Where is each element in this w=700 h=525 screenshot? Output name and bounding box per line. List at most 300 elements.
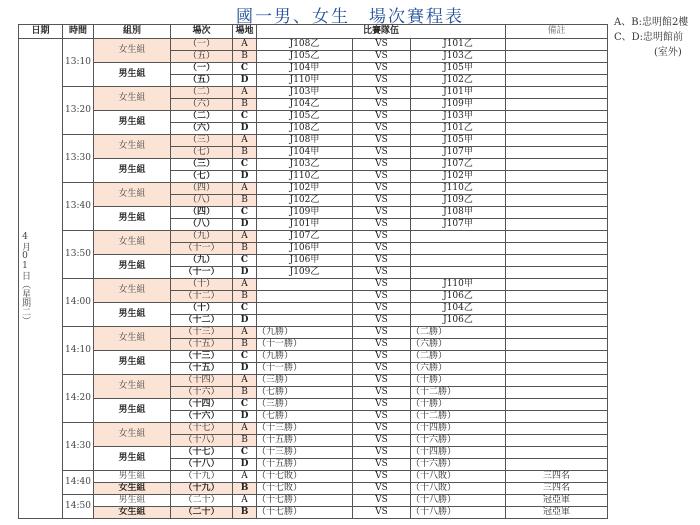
vs-cell: VS bbox=[353, 327, 411, 339]
time-cell: 13:50 bbox=[63, 231, 94, 279]
table-row bbox=[19, 423, 608, 435]
note-cell bbox=[506, 111, 608, 123]
note-cell bbox=[506, 423, 608, 435]
note-cell bbox=[506, 243, 608, 255]
time-cell: 14:40 bbox=[63, 471, 94, 495]
venue-cell: A bbox=[233, 423, 257, 435]
game-cell: （二） bbox=[171, 111, 233, 123]
date-text: 4月01日（星期二） bbox=[20, 232, 30, 325]
game-cell: （十九） bbox=[171, 471, 233, 483]
team2-cell bbox=[411, 267, 506, 279]
vs-cell: VS bbox=[353, 135, 411, 147]
venue-cell: A bbox=[233, 39, 257, 51]
venue-cell: C bbox=[233, 351, 257, 363]
vs-cell: VS bbox=[353, 159, 411, 171]
vs-cell: VS bbox=[353, 351, 411, 363]
vs-cell: VS bbox=[353, 87, 411, 99]
group-cell: 男生組 bbox=[94, 159, 171, 183]
game-cell: （二十） bbox=[171, 507, 233, 519]
team2-cell: J107乙 bbox=[411, 159, 506, 171]
table-row bbox=[19, 471, 608, 483]
team2-cell: J103甲 bbox=[411, 111, 506, 123]
team2-cell bbox=[411, 231, 506, 243]
group-cell: 男生組 bbox=[94, 255, 171, 279]
game-cell: （五） bbox=[171, 51, 233, 63]
venue-cell: B bbox=[233, 507, 257, 519]
note-cell bbox=[506, 183, 608, 195]
venue-cell: D bbox=[233, 315, 257, 327]
team1-cell: J106甲 bbox=[257, 255, 353, 267]
vs-cell: VS bbox=[353, 63, 411, 75]
team1-cell: （十五勝） bbox=[257, 459, 353, 471]
group-cell: 女生組 bbox=[94, 231, 171, 255]
game-cell: （二十） bbox=[171, 495, 233, 507]
note-cell: 冠亞軍 bbox=[506, 507, 608, 519]
team1-cell: （三勝） bbox=[257, 399, 353, 411]
game-cell: （十二） bbox=[171, 291, 233, 303]
team1-cell: （三勝） bbox=[257, 375, 353, 387]
team1-cell: （九勝） bbox=[257, 327, 353, 339]
group-cell: 男生組 bbox=[94, 399, 171, 423]
table-row bbox=[19, 63, 608, 75]
team1-cell: J102甲 bbox=[257, 183, 353, 195]
venue-note-ab: A、B:忠明館2樓 bbox=[614, 17, 689, 28]
note-cell bbox=[506, 291, 608, 303]
venue-cell: B bbox=[233, 387, 257, 399]
team2-cell: （十四勝） bbox=[411, 423, 506, 435]
vs-cell: VS bbox=[353, 459, 411, 471]
game-cell: （四） bbox=[171, 183, 233, 195]
game-cell: （一） bbox=[171, 63, 233, 75]
venue-cell: C bbox=[233, 63, 257, 75]
game-cell: （九） bbox=[171, 255, 233, 267]
team1-cell: （十一勝） bbox=[257, 339, 353, 351]
note-cell bbox=[506, 267, 608, 279]
note-cell bbox=[506, 231, 608, 243]
team1-cell: J104甲 bbox=[257, 63, 353, 75]
header-teams: 比賽隊伍 bbox=[257, 25, 506, 39]
table-row bbox=[19, 351, 608, 363]
note-cell: 三四名 bbox=[506, 471, 608, 483]
group-cell: 女生組 bbox=[94, 507, 171, 519]
team2-cell: J110乙 bbox=[411, 183, 506, 195]
vs-cell: VS bbox=[353, 339, 411, 351]
game-cell: （五） bbox=[171, 75, 233, 87]
note-cell bbox=[506, 327, 608, 339]
schedule-body bbox=[19, 39, 608, 519]
game-cell: （七） bbox=[171, 171, 233, 183]
group-cell: 男生組 bbox=[94, 447, 171, 471]
header-game: 場次 bbox=[171, 25, 233, 39]
venue-cell: D bbox=[233, 75, 257, 87]
team1-cell: J102乙 bbox=[257, 195, 353, 207]
game-cell: （十七） bbox=[171, 447, 233, 459]
game-cell: （十八） bbox=[171, 435, 233, 447]
venue-cell: A bbox=[233, 471, 257, 483]
table-row bbox=[19, 207, 608, 219]
game-cell: （十） bbox=[171, 303, 233, 315]
team2-cell: J102乙 bbox=[411, 75, 506, 87]
team1-cell: （十五勝） bbox=[257, 435, 353, 447]
team1-cell: （七勝） bbox=[257, 387, 353, 399]
team1-cell: J110甲 bbox=[257, 75, 353, 87]
group-cell: 女生組 bbox=[94, 87, 171, 111]
vs-cell: VS bbox=[353, 411, 411, 423]
vs-cell: VS bbox=[353, 471, 411, 483]
vs-cell: VS bbox=[353, 447, 411, 459]
note-cell bbox=[506, 39, 608, 51]
venue-cell: B bbox=[233, 435, 257, 447]
group-cell: 女生組 bbox=[94, 183, 171, 207]
team1-cell bbox=[257, 303, 353, 315]
note-cell bbox=[506, 63, 608, 75]
team2-cell: （二勝） bbox=[411, 327, 506, 339]
note-cell bbox=[506, 207, 608, 219]
table-row bbox=[19, 399, 608, 411]
venue-cell: B bbox=[233, 243, 257, 255]
note-cell bbox=[506, 171, 608, 183]
team1-cell bbox=[257, 279, 353, 291]
vs-cell: VS bbox=[353, 267, 411, 279]
table-row bbox=[19, 447, 608, 459]
game-cell: （二） bbox=[171, 87, 233, 99]
vs-cell: VS bbox=[353, 99, 411, 111]
team1-cell: J103甲 bbox=[257, 87, 353, 99]
time-cell: 13:20 bbox=[63, 87, 94, 135]
game-cell: （十二） bbox=[171, 315, 233, 327]
vs-cell: VS bbox=[353, 39, 411, 51]
header-date: 日期 bbox=[19, 25, 63, 39]
game-cell: （六） bbox=[171, 99, 233, 111]
venue-cell: C bbox=[233, 111, 257, 123]
vs-cell: VS bbox=[353, 303, 411, 315]
game-cell: （十四） bbox=[171, 399, 233, 411]
team2-cell: J109乙 bbox=[411, 195, 506, 207]
table-row bbox=[19, 507, 608, 519]
team2-cell: J101乙 bbox=[411, 39, 506, 51]
team1-cell: J103乙 bbox=[257, 159, 353, 171]
venue-cell: B bbox=[233, 291, 257, 303]
venue-cell: D bbox=[233, 267, 257, 279]
group-cell: 女生組 bbox=[94, 135, 171, 159]
table-row bbox=[19, 87, 608, 99]
vs-cell: VS bbox=[353, 147, 411, 159]
note-cell bbox=[506, 135, 608, 147]
vs-cell: VS bbox=[353, 279, 411, 291]
team2-cell: （十八勝） bbox=[411, 495, 506, 507]
team1-cell: J105乙 bbox=[257, 111, 353, 123]
note-cell bbox=[506, 459, 608, 471]
team2-cell: J107甲 bbox=[411, 147, 506, 159]
vs-cell: VS bbox=[353, 483, 411, 495]
vs-cell: VS bbox=[353, 363, 411, 375]
note-cell bbox=[506, 51, 608, 63]
time-cell: 13:40 bbox=[63, 183, 94, 231]
venue-cell: A bbox=[233, 375, 257, 387]
venue-cell: D bbox=[233, 123, 257, 135]
team1-cell: （十七敗） bbox=[257, 483, 353, 495]
table-row bbox=[19, 231, 608, 243]
team2-cell: （十四勝） bbox=[411, 447, 506, 459]
game-cell: （十五） bbox=[171, 363, 233, 375]
note-cell bbox=[506, 279, 608, 291]
vs-cell: VS bbox=[353, 387, 411, 399]
note-cell bbox=[506, 75, 608, 87]
team2-cell: J108甲 bbox=[411, 207, 506, 219]
team1-cell: （十七敗） bbox=[257, 471, 353, 483]
table-row bbox=[19, 279, 608, 291]
team2-cell: J106乙 bbox=[411, 291, 506, 303]
game-cell: （三） bbox=[171, 135, 233, 147]
vs-cell: VS bbox=[353, 243, 411, 255]
game-cell: （三） bbox=[171, 159, 233, 171]
venue-cell: B bbox=[233, 99, 257, 111]
team1-cell: J109甲 bbox=[257, 207, 353, 219]
team1-cell: J107乙 bbox=[257, 231, 353, 243]
game-cell: （十三） bbox=[171, 351, 233, 363]
team2-cell: （二勝） bbox=[411, 351, 506, 363]
table-row bbox=[19, 183, 608, 195]
note-cell bbox=[506, 447, 608, 459]
venue-cell: C bbox=[233, 447, 257, 459]
note-cell bbox=[506, 375, 608, 387]
team2-cell: （十二勝） bbox=[411, 387, 506, 399]
team2-cell: （六勝） bbox=[411, 363, 506, 375]
group-cell: 女生組 bbox=[94, 375, 171, 399]
table-row bbox=[19, 39, 608, 51]
vs-cell: VS bbox=[353, 507, 411, 519]
table-row bbox=[19, 135, 608, 147]
team2-cell: J104乙 bbox=[411, 303, 506, 315]
note-cell bbox=[506, 363, 608, 375]
header-venue: 場地 bbox=[233, 25, 257, 39]
header-group: 組別 bbox=[94, 25, 171, 39]
game-cell: （八） bbox=[171, 219, 233, 231]
group-cell: 女生組 bbox=[94, 483, 171, 495]
team2-cell: （十六勝） bbox=[411, 459, 506, 471]
team2-cell: （十勝） bbox=[411, 399, 506, 411]
venue-cell: A bbox=[233, 183, 257, 195]
table-row bbox=[19, 255, 608, 267]
venue-cell: B bbox=[233, 147, 257, 159]
team2-cell: （十八敗） bbox=[411, 471, 506, 483]
venue-cell: C bbox=[233, 255, 257, 267]
venue-cell: A bbox=[233, 231, 257, 243]
team1-cell: （十七勝） bbox=[257, 495, 353, 507]
venue-cell: D bbox=[233, 219, 257, 231]
note-cell bbox=[506, 435, 608, 447]
vs-cell: VS bbox=[353, 399, 411, 411]
vs-cell: VS bbox=[353, 375, 411, 387]
team1-cell: （十三勝） bbox=[257, 447, 353, 459]
team2-cell: （十二勝） bbox=[411, 411, 506, 423]
game-cell: （十九） bbox=[171, 483, 233, 495]
team2-cell: （六勝） bbox=[411, 339, 506, 351]
time-cell: 14:20 bbox=[63, 375, 94, 423]
vs-cell: VS bbox=[353, 255, 411, 267]
note-cell bbox=[506, 87, 608, 99]
note-cell: 冠亞軍 bbox=[506, 495, 608, 507]
table-row bbox=[19, 483, 608, 495]
vs-cell: VS bbox=[353, 291, 411, 303]
note-cell bbox=[506, 255, 608, 267]
game-cell: （十六） bbox=[171, 387, 233, 399]
vs-cell: VS bbox=[353, 51, 411, 63]
team2-cell: （十勝） bbox=[411, 375, 506, 387]
note-cell bbox=[506, 339, 608, 351]
header-note: 備註 bbox=[506, 25, 608, 39]
venue-cell: B bbox=[233, 195, 257, 207]
game-cell: （十一） bbox=[171, 267, 233, 279]
vs-cell: VS bbox=[353, 123, 411, 135]
note-cell bbox=[506, 99, 608, 111]
note-cell bbox=[506, 159, 608, 171]
team1-cell: （十七勝） bbox=[257, 507, 353, 519]
header-row bbox=[19, 25, 608, 39]
venue-cell: C bbox=[233, 303, 257, 315]
team2-cell: J106乙 bbox=[411, 315, 506, 327]
game-cell: （七） bbox=[171, 147, 233, 159]
venue-cell: B bbox=[233, 51, 257, 63]
group-cell: 女生組 bbox=[94, 39, 171, 63]
game-cell: （十五） bbox=[171, 339, 233, 351]
vs-cell: VS bbox=[353, 207, 411, 219]
note-cell bbox=[506, 351, 608, 363]
table-row bbox=[19, 159, 608, 171]
group-cell: 女生組 bbox=[94, 279, 171, 303]
note-cell bbox=[506, 399, 608, 411]
note-cell bbox=[506, 147, 608, 159]
venue-cell: D bbox=[233, 363, 257, 375]
game-cell: （十一） bbox=[171, 243, 233, 255]
team1-cell: J106甲 bbox=[257, 243, 353, 255]
vs-cell: VS bbox=[353, 111, 411, 123]
group-cell: 女生組 bbox=[94, 327, 171, 351]
time-cell: 13:10 bbox=[63, 39, 94, 87]
table-row bbox=[19, 303, 608, 315]
team2-cell: J101乙 bbox=[411, 123, 506, 135]
table-row bbox=[19, 111, 608, 123]
team1-cell: （七勝） bbox=[257, 411, 353, 423]
vs-cell: VS bbox=[353, 219, 411, 231]
game-cell: （十八） bbox=[171, 459, 233, 471]
vs-cell: VS bbox=[353, 423, 411, 435]
team2-cell: （十八勝） bbox=[411, 507, 506, 519]
team2-cell bbox=[411, 255, 506, 267]
game-cell: （九） bbox=[171, 231, 233, 243]
group-cell: 男生組 bbox=[94, 63, 171, 87]
team2-cell: J105甲 bbox=[411, 135, 506, 147]
team1-cell: （九勝） bbox=[257, 351, 353, 363]
game-cell: （十三） bbox=[171, 327, 233, 339]
group-cell: 男生組 bbox=[94, 111, 171, 135]
team2-cell: J110甲 bbox=[411, 279, 506, 291]
group-cell: 男生組 bbox=[94, 207, 171, 231]
venue-cell: A bbox=[233, 279, 257, 291]
venue-cell: A bbox=[233, 87, 257, 99]
venue-cell: D bbox=[233, 171, 257, 183]
venue-cell: A bbox=[233, 135, 257, 147]
vs-cell: VS bbox=[353, 435, 411, 447]
schedule-table bbox=[18, 24, 608, 519]
team1-cell: J109乙 bbox=[257, 267, 353, 279]
venue-notes bbox=[614, 15, 688, 60]
game-cell: （四） bbox=[171, 207, 233, 219]
game-cell: （八） bbox=[171, 195, 233, 207]
team1-cell: J104甲 bbox=[257, 147, 353, 159]
note-cell bbox=[506, 195, 608, 207]
venue-cell: B bbox=[233, 483, 257, 495]
time-cell: 13:30 bbox=[63, 135, 94, 183]
venue-cell: A bbox=[233, 327, 257, 339]
time-cell: 14:10 bbox=[63, 327, 94, 375]
team1-cell: J108乙 bbox=[257, 39, 353, 51]
table-row bbox=[19, 375, 608, 387]
note-cell: 三四名 bbox=[506, 483, 608, 495]
team2-cell bbox=[411, 243, 506, 255]
note-cell bbox=[506, 387, 608, 399]
vs-cell: VS bbox=[353, 183, 411, 195]
note-cell bbox=[506, 303, 608, 315]
team2-cell: J103乙 bbox=[411, 51, 506, 63]
page-title: 國一男、女生 場次賽程表 bbox=[236, 7, 464, 27]
date-cell bbox=[19, 39, 63, 519]
group-cell: 男生組 bbox=[94, 495, 171, 507]
vs-cell: VS bbox=[353, 171, 411, 183]
group-cell: 男生組 bbox=[94, 303, 171, 327]
venue-cell: C bbox=[233, 159, 257, 171]
venue-cell: D bbox=[233, 411, 257, 423]
venue-cell: C bbox=[233, 207, 257, 219]
table-row bbox=[19, 495, 608, 507]
header-time: 時間 bbox=[63, 25, 94, 39]
game-cell: （一） bbox=[171, 39, 233, 51]
team2-cell: J101甲 bbox=[411, 87, 506, 99]
note-cell bbox=[506, 315, 608, 327]
vs-cell: VS bbox=[353, 495, 411, 507]
team1-cell bbox=[257, 315, 353, 327]
venue-cell: A bbox=[233, 495, 257, 507]
team2-cell: J105甲 bbox=[411, 63, 506, 75]
team2-cell: （十六勝） bbox=[411, 435, 506, 447]
team1-cell: J104乙 bbox=[257, 99, 353, 111]
team2-cell: J107甲 bbox=[411, 219, 506, 231]
game-cell: （十四） bbox=[171, 375, 233, 387]
time-cell: 14:50 bbox=[63, 495, 94, 519]
game-cell: （十） bbox=[171, 279, 233, 291]
team2-cell: J102甲 bbox=[411, 171, 506, 183]
note-cell bbox=[506, 411, 608, 423]
group-cell: 女生組 bbox=[94, 423, 171, 447]
venue-cell: D bbox=[233, 459, 257, 471]
group-cell: 男生組 bbox=[94, 471, 171, 483]
venue-cell: B bbox=[233, 339, 257, 351]
game-cell: （十七） bbox=[171, 423, 233, 435]
note-cell bbox=[506, 123, 608, 135]
venue-note-cd: C、D:忠明館前 bbox=[614, 32, 684, 43]
team1-cell bbox=[257, 291, 353, 303]
vs-cell: VS bbox=[353, 195, 411, 207]
game-cell: （十六） bbox=[171, 411, 233, 423]
note-cell bbox=[506, 219, 608, 231]
venue-cell: C bbox=[233, 399, 257, 411]
team2-cell: J109甲 bbox=[411, 99, 506, 111]
group-cell: 男生組 bbox=[94, 351, 171, 375]
team1-cell: J101甲 bbox=[257, 219, 353, 231]
team1-cell: J110乙 bbox=[257, 171, 353, 183]
vs-cell: VS bbox=[353, 75, 411, 87]
team1-cell: J108甲 bbox=[257, 135, 353, 147]
